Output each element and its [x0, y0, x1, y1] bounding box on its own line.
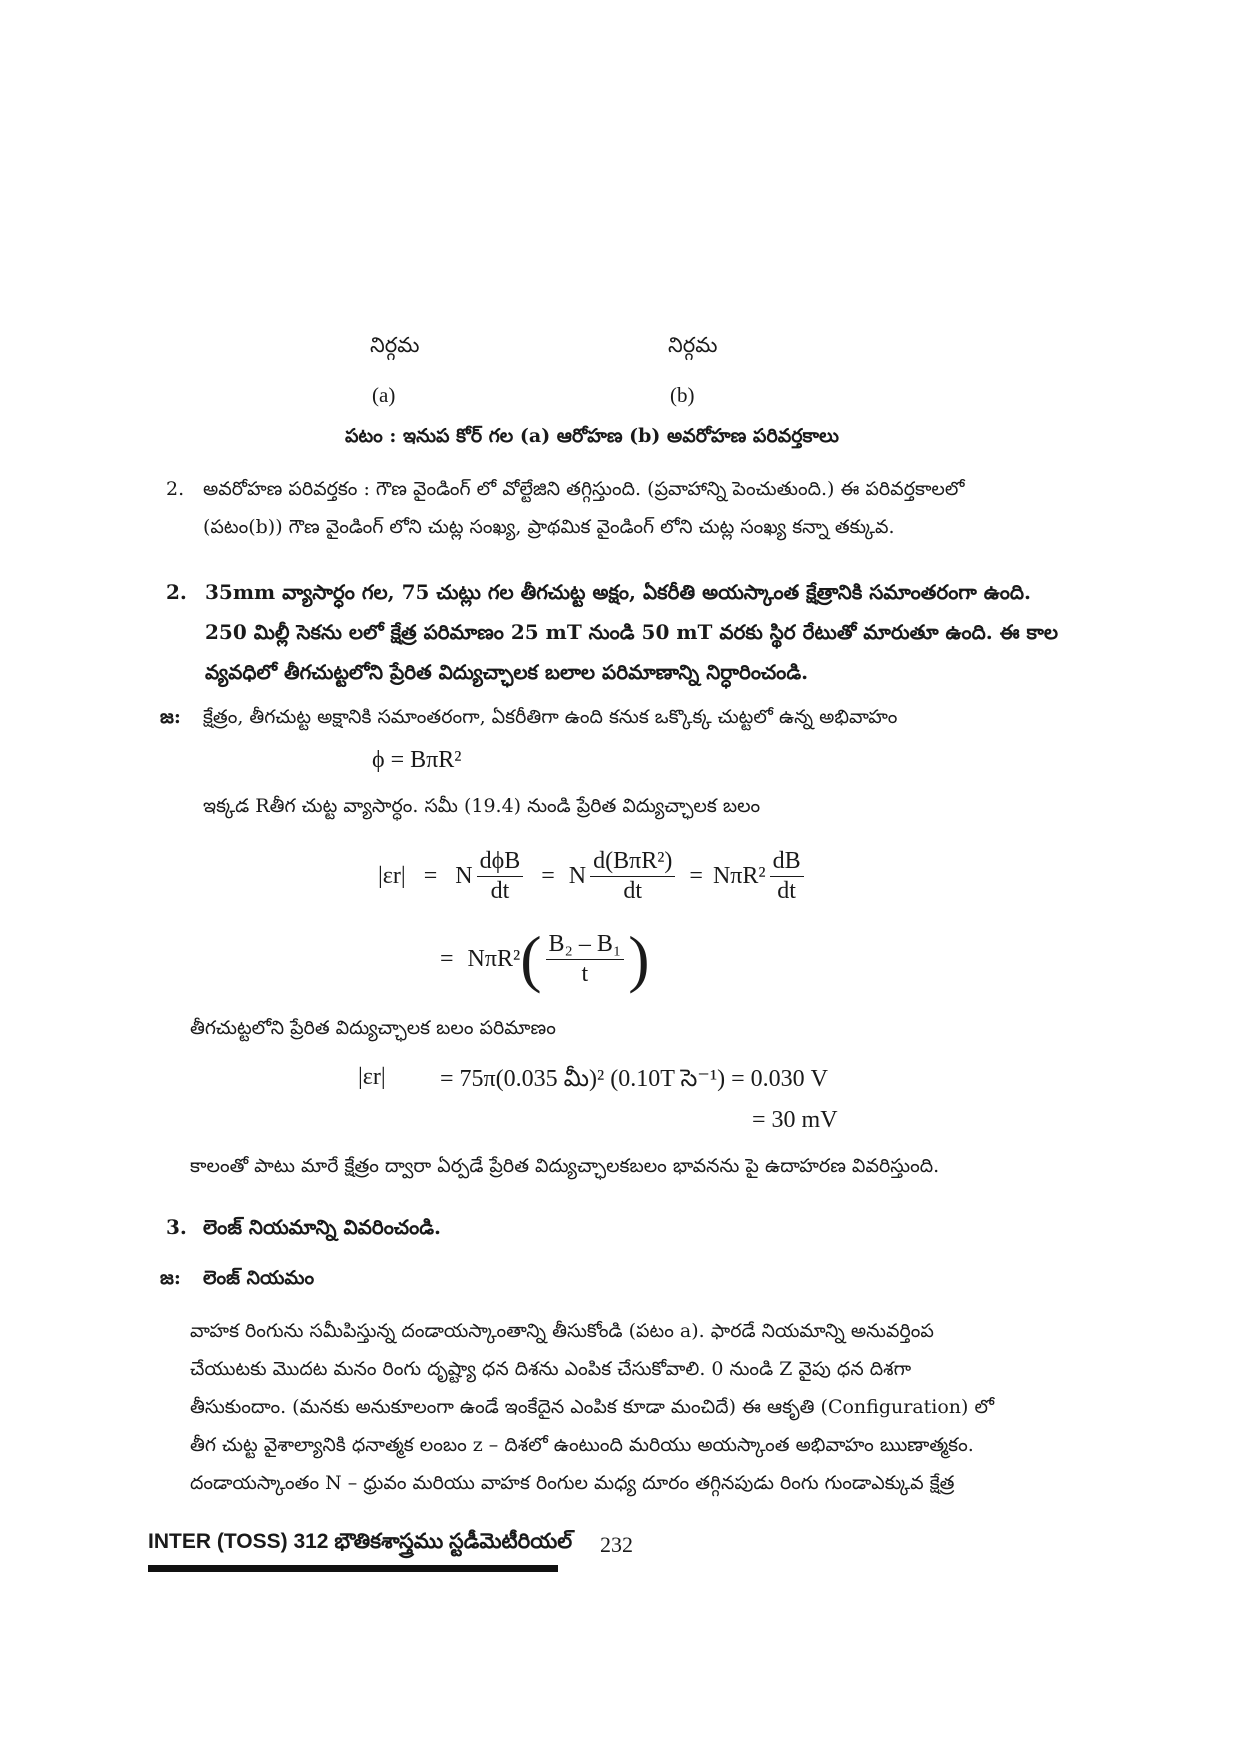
denominator: dt [490, 878, 510, 904]
figure-caption: పటం : ఇనుప కోర్ గల (a) ఆరోహణ (b) అవరోహణ పరివర్తకాలు [345, 425, 840, 447]
emf-equation-1 [378, 848, 808, 905]
paragraph-line: కాలంతో పాటు మారే క్షేత్రం ద్వారా ఏర్పడే ప్రేరిత విద్యుచ్ఛాలకబలం భావనను పై ఉదాహరణ వివరిస్తుంది. [190, 1155, 940, 1177]
paragraph-line: (పటం(b)) గౌణ వైండింగ్ లోని చుట్ల సంఖ్య, ప్రాథమిక వైండింగ్ లోని చుట్ల సంఖ్య కన్నా తక్కువ. [203, 516, 895, 538]
question-line: 250 మిల్లీ సెకను లలో క్షేత్ర పరిమాణం 25 mT నుండి 50 mT వరకు స్థిర రేటుతో మారుతూ ఉంది. ఈ కాల [205, 620, 1059, 644]
question-number: 2. [166, 580, 187, 604]
question-line: వ్యవధిలో తీగచుట్టలోని ప్రేరిత విద్యుచ్ఛాలక బలాల పరిమాణాన్ని నిర్ధారించండి. [205, 660, 809, 684]
emf-result-mv: = 30 mV [752, 1107, 838, 1133]
figure-part-b: (b) [670, 383, 695, 407]
left-paren: ( [520, 923, 542, 994]
flux-equation: ϕ = BπR² [372, 747, 462, 773]
fraction-dBpiR2-dt [590, 848, 675, 905]
equals-sign: = [689, 863, 703, 889]
answer-heading: లెంజ్ నియమం [203, 1267, 315, 1289]
right-paren: ) [628, 923, 650, 994]
paragraph-line: ఇక్కడ Rతీగ చుట్ట వ్యాసార్ధం. సమీ (19.4) నుండి ప్రేరిత విద్యుచ్ఛాలక బలం [203, 795, 761, 817]
question-text: లెంజ్ నియమాన్ని వివరించండి. [203, 1215, 441, 1239]
figure-output-label-a: నిర్గమ [370, 333, 420, 357]
emf-result-rhs: = 75π(0.035 మీ)² (0.10T సె⁻¹) = 0.030 V [440, 1066, 829, 1092]
answer-prefix: జ: [160, 1267, 181, 1289]
numerator: d(BπR²) [590, 848, 675, 877]
footer-book-title: INTER (TOSS) 312 భౌతికశాస్త్రము స్టడీమెటీరియల్ [148, 1530, 573, 1553]
numerator: B₂ – B₁ [546, 931, 625, 960]
turns-symbol: N [455, 863, 473, 889]
question-number: 3. [166, 1215, 187, 1239]
paragraph-line: వాహక రింగును సమీపిస్తున్న దండాయస్కాంతాన్ని తీసుకోండి (పటం a). ఫారడే నియమాన్ని అనువర్తింప [190, 1320, 934, 1342]
equals-sign: = [440, 945, 454, 972]
answer-prefix: జ: [160, 706, 181, 728]
paragraph-line: అవరోహణ పరివర్తకం : గౌణ వైండింగ్ లో వోల్టేజిని తగ్గిస్తుంది. (ప్రవాహాన్ని పెంచుతుంది.) ఈ పరివర్తకాలలో [203, 478, 965, 500]
emf-lhs: |εr| [378, 863, 406, 889]
paragraph-line: తీసుకుందాం. (మనకు అనుకూలంగా ఉండే ఇంకేదైన ఎంపిక కూడా మంచిదే) ఈ ఆకృతి (Configuration) లో [190, 1396, 995, 1418]
denominator: t [581, 960, 589, 987]
paragraph-line: క్షేత్రం, తీగచుట్ట అక్షానికి సమాంతరంగా, ఏకరీతిగా ఉంది కనుక ఒక్కొక్క చుట్టలో ఉన్న అభివాహం [203, 706, 898, 728]
paragraph-line: తీగ చుట్ట వైశాల్యానికి ధనాత్మక లంబం z – దిశలో ఉంటుంది మరియు అయస్కాంత అభివాహం ఋణాత్మకం. [190, 1434, 974, 1456]
turns-symbol: N [568, 863, 587, 889]
fraction-dphi-dt [477, 848, 524, 905]
figure-output-label-b: నిర్గమ [668, 333, 718, 357]
footer-rule [148, 1565, 558, 1572]
paragraph-line: దండాయస్కాంతం N – ధ్రువం మరియు వాహక రింగుల మధ్య దూరం తగ్గినపుడు రింగు గుండాఎక్కువ క్షేత్ర [190, 1472, 955, 1494]
paragraph-line: తీగచుట్టలోని ప్రేరిత విద్యుచ్ఛాలక బలం పరిమాణం [190, 1017, 556, 1039]
emf-result-lhs: |εr| [358, 1064, 386, 1090]
equals-sign: = [423, 863, 438, 889]
n-pi-r2: NπR² [712, 863, 766, 889]
paragraph-line: చేయుటకు మొదట మనం రింగు దృష్ట్యా ధన దిశను ఎంపిక చేసుకోవాలి. 0 నుండి Z వైపు ధన దిశగా [190, 1358, 912, 1380]
emf-equation-2 [440, 923, 650, 994]
denominator: dt [777, 878, 796, 904]
numerator: dϕB [477, 848, 524, 877]
figure-part-a: (a) [372, 383, 396, 407]
numerator: dB [770, 848, 804, 877]
fraction-dB-dt [770, 848, 804, 905]
item-number: 2. [166, 478, 185, 500]
question-line: 35mm వ్యాసార్ధం గల, 75 చుట్లు గల తీగచుట్ట అక్షం, ఏకరీతి అయస్కాంత క్షేత్రానికి సమాంతరంగా ఉంది. [205, 580, 1031, 604]
fraction-B2-B1-t [546, 931, 625, 988]
page-number: 232 [600, 1532, 633, 1557]
denominator: dt [623, 878, 643, 904]
equals-sign: = [541, 863, 555, 889]
n-pi-r2: NπR² [467, 945, 521, 972]
